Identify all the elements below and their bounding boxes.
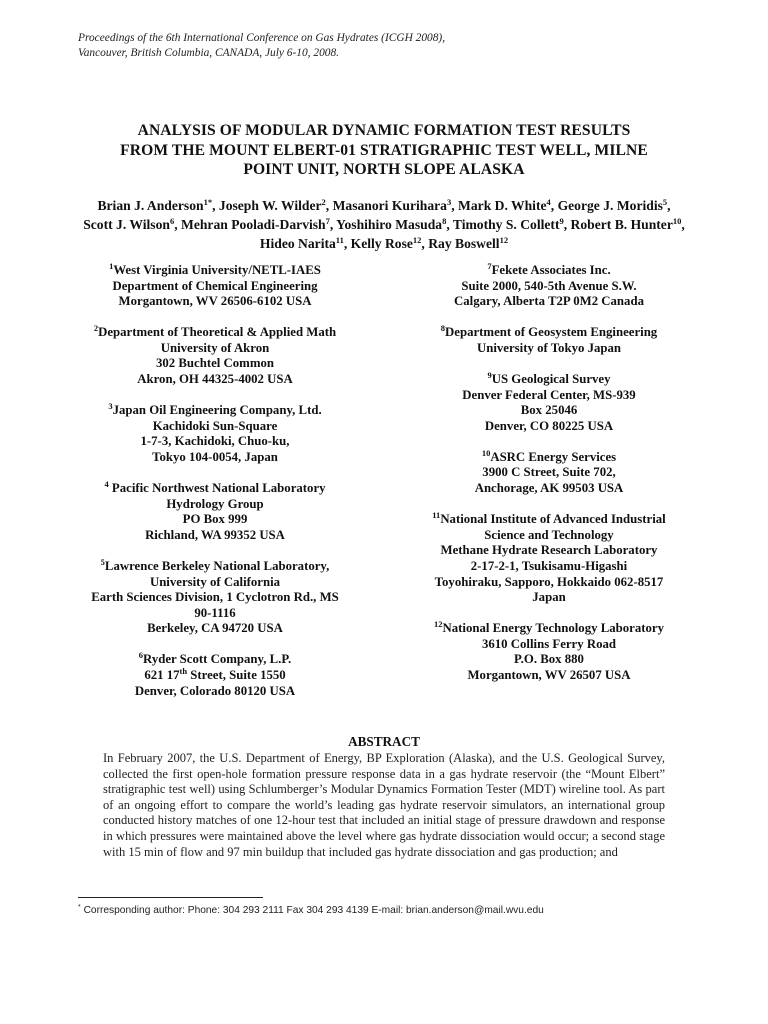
footnote-text: Corresponding author: Phone: 304 293 2111 Fax 304 293 4139 E-mail: brian.anderson@mail.wvu.edu (80, 905, 544, 916)
author-name: Kelly Rose (350, 236, 413, 251)
author-name: George J. Moridis (557, 198, 663, 213)
affiliation-line (60, 356, 370, 372)
affiliation-line (404, 528, 694, 544)
affiliation-text: Fekete Associates Inc. (491, 263, 611, 277)
affiliation-text: Kachidoki Sun-Square (152, 418, 278, 433)
affiliation-line (404, 590, 694, 606)
affiliation-text: Morgantown, WV 26506-6102 USA (118, 294, 312, 309)
affiliation-line (404, 668, 694, 684)
affiliation-line (60, 665, 370, 684)
affiliation-number: 10 (481, 447, 491, 458)
affiliation-block (60, 481, 370, 543)
author-affiliation-mark: 2 (321, 197, 326, 207)
affiliation-number: 1 (109, 261, 114, 271)
affiliation-text: Akron, OH 44325-4002 USA (137, 372, 293, 387)
author-name: Ray Boswell (428, 236, 500, 251)
abstract-body: In February 2007, the U.S. Department of Energy, BP Exploration (Alaska), and the U.S. Geological Survey, collected the first open-hole formation pressure response data in a gas hydrate reservoir (the “Mount Elbert” stratigraphic test well) using Schlumberger’s Modular Dynamics Formation Tester (MDT) wireline tool. As part of an ongoing effort to compare the world’s leading gas hydrate reservoir simulators, an international group conducted history matches of one 12-hour test that included an initial stage of pressure drawdown and response in which pressures were maintained above the level where gas hydrate dissociation would occur; a second stage with 15 min of flow and 97 min buildup that included gas hydrate dissociation and gas production; and (103, 751, 665, 859)
affiliation-text: Pacific Northwest National Laboratory (108, 481, 326, 496)
affiliation-text: Morgantown, WV 26507 USA (467, 667, 631, 682)
affiliation-line (404, 543, 694, 559)
affiliation-line (60, 294, 370, 310)
affiliation-block (60, 403, 370, 465)
affiliation-text: University of Akron (160, 340, 270, 355)
title-line-1: ANALYSIS OF MODULAR DYNAMIC FORMATION TEST RESULTS (137, 122, 631, 139)
affiliation-text: Japan (532, 590, 566, 605)
affiliation-block (60, 556, 370, 637)
header-line-1: Proceedings of the 6th International Conference on Gas Hydrates (ICGH 2008), (78, 32, 446, 44)
affiliation-line (60, 590, 370, 606)
affiliation-line (60, 652, 370, 668)
author-affiliation-mark: 4 (546, 197, 551, 207)
affiliation-text: Hydrology Group (166, 496, 264, 511)
affiliation-text: Denver, Colorado 80120 USA (134, 683, 296, 698)
affiliation-text: Department of Geosystem Engineering (445, 325, 658, 340)
affiliation-text: Calgary, Alberta T2P 0M2 Canada (454, 294, 644, 309)
affiliation-text: ASRC Energy Services (490, 449, 617, 464)
title-line-2: FROM THE MOUNT ELBERT-01 STRATIGRAPHIC TEST WELL, MILNE (120, 141, 648, 159)
affiliation-line (404, 481, 694, 497)
affiliation-text: Methane Hydrate Research Laboratory (440, 543, 658, 558)
affiliation-block (60, 325, 370, 387)
affiliation-number: 11 (432, 510, 441, 521)
affiliation-text: Anchorage, AK 99503 USA (474, 481, 624, 496)
affiliation-text: 621 17th Street, Suite 1550 (144, 665, 286, 682)
affiliation-line (404, 279, 694, 295)
affiliation-text: University of Tokyo Japan (477, 340, 621, 355)
affiliation-text: Department of Chemical Engineering (112, 278, 318, 293)
footnote-mark: * (78, 904, 81, 911)
affiliation-line (404, 575, 694, 591)
author-name: Timothy S. Collett (452, 217, 560, 232)
author-affiliation-mark: 11 (335, 235, 344, 245)
author-affiliation-mark: 12 (499, 235, 509, 245)
affiliation-line (60, 419, 370, 435)
affiliation-line (60, 575, 370, 591)
author-name: Mehran Pooladi-Darvish (181, 217, 326, 232)
affiliation-text: National Institute of Advanced Industrial (440, 512, 666, 527)
affiliation-text: Lawrence Berkeley National Laboratory, (104, 558, 330, 573)
author-affiliation-mark: 7 (325, 216, 330, 226)
author-affiliation-mark: 9 (559, 216, 564, 226)
affiliation-text: 90-1116 (194, 605, 236, 620)
affiliation-block (404, 325, 694, 356)
affiliation-line (60, 606, 370, 622)
affiliation-text: 2-17-2-1, Tsukisamu-Higashi (470, 558, 628, 573)
affiliation-text: Box 25046 (520, 403, 578, 418)
affiliation-text: 3610 Collins Ferry Road (481, 636, 616, 651)
affiliation-text: P.O. Box 880 (514, 652, 584, 667)
affiliations-left-column (60, 263, 370, 715)
affiliation-block (404, 512, 694, 606)
affiliation-text: 3900 C Street, Suite 702, (482, 465, 616, 480)
author-name: Robert B. Hunter (570, 217, 673, 232)
affiliation-line (60, 263, 370, 279)
affiliation-text: Richland, WA 99352 USA (145, 527, 285, 542)
affiliation-number: 8 (440, 323, 446, 334)
affiliation-line (404, 512, 694, 528)
affiliation-text: Toyohiraku, Sapporo, Hokkaido 062-8517 (434, 574, 664, 589)
affiliation-block (404, 447, 694, 497)
affiliation-line (60, 450, 370, 466)
affiliation-line (404, 559, 694, 575)
affiliation-text: National Energy Technology Laboratory (442, 621, 664, 636)
affiliation-block (404, 621, 694, 683)
affiliation-text: Berkeley, CA 94720 USA (147, 621, 283, 636)
affiliations-right-column (404, 263, 694, 699)
affiliation-line (60, 403, 370, 419)
author-name: Yoshihiro Masuda (336, 217, 443, 232)
affiliation-line (60, 325, 370, 341)
affiliation-number: 4 (104, 479, 109, 490)
affiliation-line (404, 294, 694, 310)
affiliation-block (60, 263, 370, 310)
title-line-3: POINT UNIT, NORTH SLOPE ALASKA (243, 161, 525, 178)
paper-title (70, 121, 698, 180)
affiliation-line (60, 481, 370, 497)
affiliation-line (404, 403, 694, 419)
affiliation-text: West Virginia University/NETL-IAES (113, 263, 321, 277)
affiliation-number: 9 (487, 369, 492, 380)
affiliation-line (60, 497, 370, 513)
affiliation-line (404, 388, 694, 404)
author-name: Masanori Kurihara (332, 198, 447, 213)
author-name: Joseph W. Wilder (218, 198, 322, 213)
author-affiliation-mark: 12 (412, 235, 422, 245)
affiliation-line (404, 637, 694, 653)
author-affiliation-mark: 5 (662, 197, 668, 207)
author-affiliation-mark: 3 (446, 197, 452, 207)
affiliation-text: Ryder Scott Company, L.P. (143, 652, 292, 667)
affiliation-line (404, 369, 694, 388)
author-affiliation-mark: 8 (442, 216, 447, 226)
affiliation-line (60, 684, 370, 700)
affiliation-text: 1-7-3, Kachidoki, Chuo-ku, (140, 434, 290, 449)
author-name: Brian J. Anderson (97, 198, 204, 213)
affiliation-number: 3 (108, 401, 113, 412)
affiliation-text: 302 Buchtel Common (155, 356, 274, 371)
header-line-2: Vancouver, British Columbia, CANADA, July 6-10, 2008. (78, 47, 340, 59)
author-list: Brian J. Anderson$^{1*}$, Joseph W. Wilder$^2$, Masanori Kurihara$^3$, Mark D. White$^4$, George J. Moridis$^5$, Scott J. Wilson$^6$, Mehran Pooladi-Darvish$^7$, Yoshihiro Masuda$^8$, Timothy S. Collett$^9$, Robert B. Hunter$^{10}$, Hideo Narita$^{11}$, Kelly Rose$^{12}$, Ray Boswell$^{12}$ (83, 197, 685, 251)
affiliation-text: Denver Federal Center, MS-939 (462, 387, 636, 402)
affiliation-line (60, 341, 370, 357)
affiliation-text: University of California (149, 574, 281, 589)
abstract-heading: ABSTRACT (348, 734, 420, 749)
affiliation-text: Suite 2000, 540-5th Avenue S.W. (461, 278, 637, 293)
affiliation-number: 2 (93, 323, 99, 334)
affiliation-number: 7 (487, 261, 492, 271)
affiliation-line (60, 528, 370, 544)
affiliation-text: US Geological Survey (491, 371, 611, 386)
author-name: Scott J. Wilson (83, 217, 170, 232)
affiliation-text: Japan Oil Engineering Company, Ltd. (112, 403, 322, 418)
author-affiliation-mark: 6 (169, 216, 175, 226)
affiliation-line (60, 279, 370, 295)
affiliation-text: Earth Sciences Division, 1 Cyclotron Rd., MS (91, 590, 339, 605)
affiliation-line (404, 447, 694, 466)
footnote-divider (78, 897, 263, 898)
affiliation-line (404, 325, 694, 341)
affiliation-number: 12 (434, 619, 443, 630)
author-affiliation-mark: 10 (672, 216, 682, 226)
affiliation-line (60, 556, 370, 575)
affiliation-text: Science and Technology (484, 527, 614, 542)
affiliation-text: Tokyo 104-0054, Japan (152, 449, 278, 464)
affiliation-line (404, 263, 694, 279)
affiliation-number: 6 (138, 650, 144, 661)
affiliation-text: Denver, CO 80225 USA (484, 418, 614, 433)
affiliation-line (60, 512, 370, 528)
affiliation-line (60, 621, 370, 637)
author-affiliation-mark: 1* (203, 197, 213, 207)
affiliation-line (60, 372, 370, 388)
affiliation-line (60, 434, 370, 450)
affiliation-line (404, 465, 694, 481)
footnote (78, 905, 544, 916)
affiliation-number: 5 (100, 556, 105, 567)
affiliation-block (60, 652, 370, 699)
author-name: Hideo Narita (259, 236, 336, 251)
affiliation-line (404, 621, 694, 637)
affiliation-line (404, 341, 694, 357)
affiliation-text: Department of Theoretical & Applied Math (98, 325, 337, 340)
affiliation-line (404, 652, 694, 668)
affiliation-text: PO Box 999 (182, 512, 248, 527)
affiliation-line (404, 419, 694, 435)
affiliation-block (404, 263, 694, 310)
proceedings-header (78, 31, 445, 61)
affiliation-block (404, 369, 694, 434)
author-name: Mark D. White (458, 198, 547, 213)
